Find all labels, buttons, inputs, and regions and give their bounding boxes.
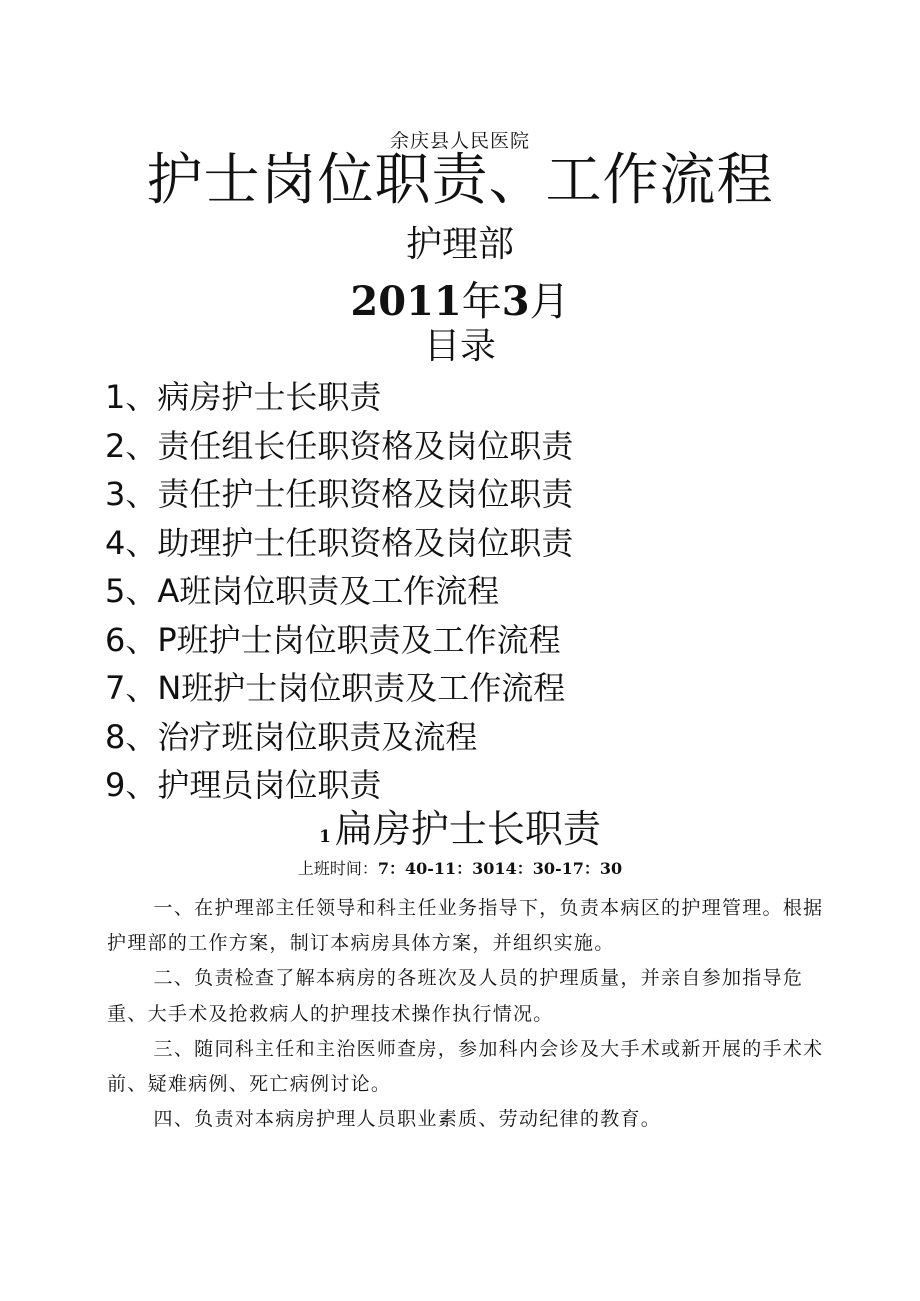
section-title-text: 扁房护士长职责 [334, 807, 601, 851]
toc-item: 9、护理员岗位职责 [105, 766, 382, 804]
document-date [0, 278, 920, 326]
hospital-name: 余庆县人民医院 [389, 130, 530, 152]
paragraph: 三、随同科主任和主治医师查房，参加科内会诊及大手术或新开展的手术术前、疑难病例、死亡病例讨论。 [107, 1037, 824, 1096]
toc-item: 7、N班护士岗位职责及工作流程 [105, 669, 566, 707]
toc-heading: 目录 [423, 326, 496, 367]
toc-item: 1、病房护士长职责 [105, 378, 382, 416]
paragraph: 一、在护理部主任领导和科主任业务指导下，负责本病区的护理管理。根据护理部的工作方案，制订本病房具体方案，并组织实施。 [107, 897, 824, 955]
date-year-unit: 年 [461, 279, 502, 325]
paragraph: 二、负责检查了解本病房的各班次及人员的护理质量，并亲自参加指导危重、大手术及抢救病人的护理技术操作执行情况。 [107, 967, 804, 1025]
paragraph: 四、负责对本病房护理人员职业素质、劳动纪律的教育。 [153, 1108, 662, 1131]
document-title: 护士岗位职责、工作流程 [146, 148, 774, 213]
toc-item: 5、A班岗位职责及工作流程 [105, 572, 500, 610]
toc-item: 4、助理护士任职资格及岗位职责 [105, 523, 574, 562]
date-month: 3 [501, 278, 530, 325]
department-name: 护理部 [405, 224, 514, 265]
date-year: 2011 [350, 278, 462, 325]
toc-item: 6、P班护士岗位职责及工作流程 [105, 620, 561, 659]
section-body [107, 891, 833, 1137]
table-of-contents [105, 373, 573, 810]
toc-item: 2、责任组长任职资格及岗位职责 [105, 426, 574, 465]
section-number: 1 [319, 827, 331, 847]
section-title [0, 806, 920, 860]
work-hours-label: 上班时间： [297, 859, 378, 878]
toc-item: 3、责任护士任职资格及岗位职责 [105, 475, 574, 513]
work-hours [0, 859, 920, 879]
work-hours-value: 7：40-11：3014：30-17：30 [377, 859, 623, 878]
date-month-unit: 月 [529, 279, 570, 325]
toc-item: 8、治疗班岗位职责及流程 [105, 717, 478, 756]
